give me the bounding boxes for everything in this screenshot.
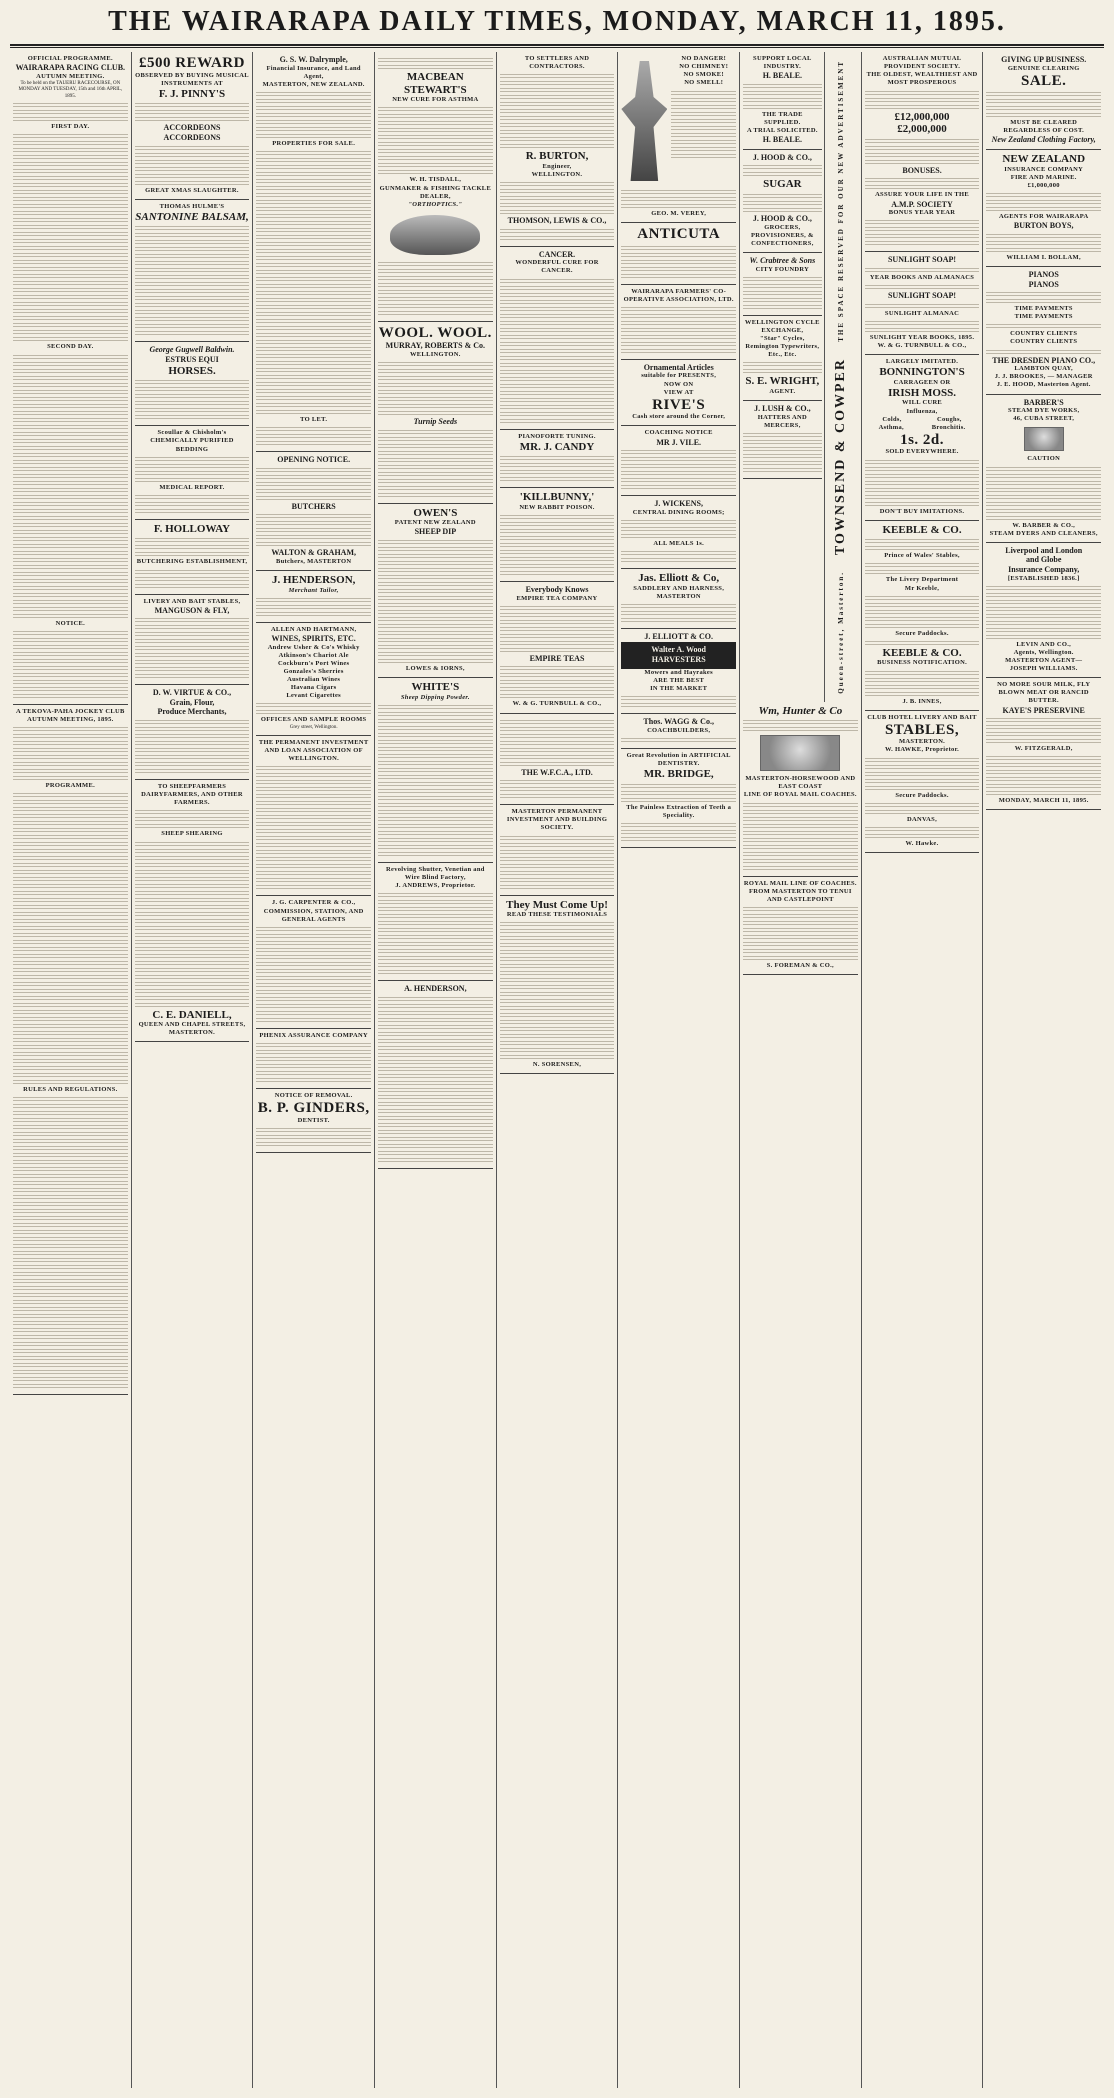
country-clients-2: COUNTRY CLIENTS bbox=[1010, 338, 1078, 346]
slaughter: GREAT XMAS SLAUGHTER. bbox=[145, 186, 239, 194]
columns bbox=[10, 52, 1104, 2088]
wright-agent: AGENT. bbox=[769, 388, 796, 395]
autumn-meeting: AUTUMN MEETING. bbox=[36, 72, 105, 80]
pinny: F. J. PINNY'S bbox=[158, 87, 226, 100]
barbers: BARBER'S bbox=[1023, 397, 1064, 407]
etc: Etc., Etc. bbox=[768, 351, 797, 359]
tisdall: W. H. TISDALL, bbox=[409, 176, 462, 184]
everybody-knows: Everybody Knows bbox=[525, 585, 589, 595]
estrus-equi: ESTRUS EQUI bbox=[165, 355, 219, 365]
pianoforte: PIANOFORTE TUNING. bbox=[518, 432, 596, 440]
walter-wood: Walter A. Wood bbox=[651, 644, 706, 654]
virtue: D. W. VIRTUE & CO., bbox=[152, 688, 232, 698]
programme-heading: OFFICIAL PROGRAMME. bbox=[27, 55, 113, 62]
imprint-date: MONDAY, MARCH 11, 1895. bbox=[998, 797, 1089, 805]
turnbull: W. & G. TURNBULL & CO., bbox=[512, 700, 602, 708]
now-on: NOW ON bbox=[664, 380, 694, 388]
star-cycles: "Star" Cycles, bbox=[760, 334, 805, 342]
j-elliott: J. ELLIOTT & CO. bbox=[644, 631, 713, 641]
stables-place: MASTERTON. bbox=[898, 738, 946, 746]
insurance-co: Insurance Company, bbox=[1008, 564, 1080, 574]
steam-dye: STEAM DYE WORKS, bbox=[1008, 407, 1080, 415]
sheep-shearing: SHEEP SHEARING bbox=[161, 830, 223, 838]
foreman: S. FOREMAN & CO., bbox=[766, 961, 834, 969]
danvas: DANVAS, bbox=[907, 815, 938, 823]
hood: J. HOOD & CO., bbox=[752, 152, 812, 162]
orthoptics: "ORTHOPTICS." bbox=[408, 200, 463, 208]
keeble-2: KEEBLE & CO. bbox=[882, 646, 962, 659]
rives: RIVE'S bbox=[652, 396, 706, 413]
column-7 bbox=[740, 52, 862, 2088]
saddlery: SADDLERY AND HARNESS, bbox=[633, 584, 725, 592]
kayes: KAYE'S PRESERVINE bbox=[1002, 705, 1085, 715]
hood-agent: J. E. HOOD, Masterton Agent. bbox=[996, 381, 1091, 389]
notice: NOTICE. bbox=[55, 619, 86, 627]
dentist: DENTIST. bbox=[297, 1116, 330, 1124]
twelve-million: £12,000,000 bbox=[894, 110, 950, 123]
henderson-sub: Merchant Tailor, bbox=[288, 586, 339, 594]
atkinson: Atkinson's Chariot Ale bbox=[278, 651, 349, 659]
burton: R. BURTON, bbox=[525, 150, 589, 163]
gonzales: Gonzales's Sherries bbox=[283, 667, 344, 675]
lambton: LAMBTON QUAY, bbox=[1014, 365, 1073, 373]
empire-tea: EMPIRE TEA COMPANY bbox=[516, 594, 598, 602]
livery-dept: The Livery Department bbox=[885, 576, 959, 584]
macbean: MACBEAN STEWART'S bbox=[404, 71, 467, 96]
great-revolution: Great Revolution in ARTIFICIAL DENTISTRY. bbox=[626, 751, 731, 767]
horses: HORSES. bbox=[168, 364, 216, 377]
sunlight-year-books: SUNLIGHT YEAR BOOKS, 1895. bbox=[869, 333, 975, 341]
allen-hartmann: ALLEN AND HARTMANN, bbox=[270, 625, 357, 633]
levant: Levant Cigarettes bbox=[286, 692, 341, 700]
cancer: CANCER. bbox=[538, 249, 576, 259]
masthead bbox=[0, 4, 1114, 48]
hatters: HATTERS AND MERCERS, bbox=[757, 413, 807, 429]
amp-society: AUSTRALIAN MUTUAL PROVIDENT SOCIETY. bbox=[882, 55, 962, 71]
turnbull-2: W. & G. TURNBULL & CO., bbox=[877, 341, 967, 349]
genuine-clearing: GENUINE CLEARING bbox=[1007, 64, 1080, 72]
city-foundry: CITY FOUNDRY bbox=[755, 265, 810, 273]
wairarapa-farmers: WAIRARAPA FARMERS' CO-OPERATIVE ASSOCIATION, LTD. bbox=[623, 287, 734, 303]
irish-moss: IRISH MOSS. bbox=[888, 386, 956, 399]
liverpool: Liverpool and London bbox=[1005, 545, 1083, 555]
no-more-sour-milk: NO MORE SOUR MILK, FLY BLOWN MEAT OR RANCID BUTTER. bbox=[997, 681, 1091, 705]
space-reserved: THE SPACE RESERVED FOR OUR NEW ADVERTISEMENT bbox=[836, 60, 845, 342]
chemically-purified: Scoullar & Chisholm's CHEMICALLY PURIFIED BEDDING bbox=[150, 429, 234, 453]
two-million: £2,000,000 bbox=[897, 123, 947, 136]
insurance-company: INSURANCE COMPANY bbox=[1004, 165, 1084, 173]
must-be-cleared: MUST BE CLEARED REGARDLESS OF COST. bbox=[1003, 119, 1085, 135]
pianos-2: PIANOS bbox=[1028, 279, 1059, 289]
rabbit-poison: NEW RABBIT POISON. bbox=[519, 503, 595, 511]
sunlight-soap-2: SUNLIGHT SOAP! bbox=[887, 290, 957, 300]
butchers: BUTCHERS bbox=[291, 501, 336, 511]
view-at: VIEW AT bbox=[663, 388, 694, 396]
notice-removal: NOTICE OF REMOVAL. bbox=[274, 1091, 353, 1099]
fitzgerald: W. FITZGERALD, bbox=[1014, 745, 1073, 753]
sold-everywhere: SOLD EVERYWHERE. bbox=[885, 448, 959, 456]
no-chimney: NO CHIMNEY! bbox=[679, 63, 729, 71]
wright: S. E. WRIGHT, bbox=[745, 375, 820, 388]
no-smell: NO SMELL! bbox=[684, 79, 724, 87]
ornamental: Ornamental Articles bbox=[643, 362, 714, 372]
keeble: KEEBLE & CO. bbox=[882, 523, 962, 536]
lush: J. LUSH & CO., bbox=[754, 404, 811, 414]
wickens: J. WICKENS, bbox=[654, 499, 703, 509]
sheepfarmers: TO SHEEPFARMERS DAIRYFARMERS, AND OTHER FARMERS. bbox=[141, 783, 243, 807]
are-the-best: ARE THE BEST bbox=[653, 676, 705, 684]
hawke-2: W. Hawke. bbox=[905, 839, 939, 847]
oldest: THE OLDEST, WEALTHIEST AND MOST PROSPEROUS bbox=[866, 71, 978, 87]
globe: and Globe bbox=[1026, 555, 1062, 565]
colds: Colds, bbox=[882, 415, 902, 423]
hat-illustration bbox=[390, 215, 480, 255]
price: 1s. 2d. bbox=[900, 431, 944, 448]
country-clients: COUNTRY CLIENTS bbox=[1010, 330, 1078, 338]
dalrymple-place: MASTERTON, NEW ZEALAND. bbox=[262, 80, 365, 88]
royal-mail-2: ROYAL MAIL LINE OF COACHES. bbox=[743, 879, 857, 887]
column-3 bbox=[253, 52, 375, 2088]
commission: COMMISSION, STATION, AND GENERAL AGENTS bbox=[263, 907, 364, 923]
medical-report: MEDICAL REPORT. bbox=[159, 483, 225, 491]
wines-spirits: WINES, SPIRITS, ETC. bbox=[271, 634, 356, 644]
masthead-title: THE WAIRARAPA DAILY TIMES, MONDAY, MARCH 11, 1895. bbox=[108, 6, 1006, 37]
te-aro-meeting: A TEKOVA-PAHA JOCKEY CLUB AUTUMN MEETING, 1895. bbox=[16, 707, 125, 723]
sunlight-almanac: SUNLIGHT ALMANAC bbox=[884, 309, 960, 317]
burton-boys: BURTON BOYS, bbox=[1013, 221, 1074, 231]
amp-2: A.M.P. SOCIETY bbox=[891, 199, 953, 209]
murray-place: WELLINGTON. bbox=[410, 351, 461, 358]
opening-notice: OPENING NOTICE. bbox=[277, 455, 351, 465]
first-day: FIRST DAY. bbox=[51, 123, 90, 131]
hawke: W. HAWKE, Proprietor. bbox=[884, 746, 960, 754]
brookes: J. J. BROOKES, — MANAGER bbox=[994, 373, 1093, 381]
no-danger: NO DANGER! bbox=[681, 55, 727, 62]
read-testimonials: READ THESE TESTIMONIALS bbox=[506, 911, 608, 919]
levin-agents: Agents, Wellington. bbox=[1013, 648, 1074, 656]
bonuses: BONUSES. bbox=[902, 165, 942, 175]
offices-sub: Grey street, Wellington. bbox=[289, 724, 338, 730]
sheep-dipping: Sheep Dipping Powder. bbox=[400, 693, 470, 701]
must-come-up: They Must Come Up! bbox=[506, 898, 608, 911]
sorensen: N. SORENSEN, bbox=[532, 1061, 582, 1069]
elliott-place: MASTERTON bbox=[656, 592, 701, 600]
queen-chapel: QUEEN AND CHAPEL STREETS, MASTERTON. bbox=[138, 1021, 246, 1037]
bonus-year: BONUS YEAR YEAR bbox=[888, 209, 956, 217]
masterton-hw: MASTERTON-HORSEWOOD AND EAST COAST bbox=[745, 775, 856, 791]
reward-heading: £500 REWARD bbox=[139, 55, 245, 71]
bonnington: BONNINGTON'S bbox=[879, 366, 965, 379]
coachbuilders: COACHBUILDERS, bbox=[647, 726, 711, 734]
engineer: Engineer, bbox=[542, 162, 572, 170]
carrageen: CARRAGEEN OR bbox=[893, 378, 951, 386]
masterton-agent: MASTERTON AGENT— bbox=[1005, 656, 1083, 664]
stables: STABLES, bbox=[884, 721, 960, 738]
accordeons: ACCORDEONS ACCORDEONS bbox=[163, 123, 221, 142]
livery-bait: LIVERY AND BAIT STABLES, bbox=[143, 597, 241, 605]
grain-flour: Grain, Flour, bbox=[169, 697, 215, 707]
andrews: J. ANDREWS, Proprietor. bbox=[395, 882, 476, 890]
havana: Havana Cigars bbox=[290, 684, 337, 692]
beale-2: H. BEALE. bbox=[762, 135, 803, 145]
dresden: THE DRESDEN PIANO CO., bbox=[992, 355, 1096, 365]
programme: PROGRAMME. bbox=[45, 781, 96, 789]
cash-store: Cash store around the Corner, bbox=[632, 413, 726, 421]
sugar: SUGAR bbox=[763, 178, 802, 191]
sheep-dip: SHEEP DIP bbox=[414, 527, 457, 537]
bollam: WILLIAM I. BOLLAM, bbox=[1006, 253, 1081, 261]
steam-dyers: STEAM DYERS AND CLEANERS, bbox=[989, 529, 1098, 537]
masterton-permanent: MASTERTON PERMANENT INVESTMENT AND BUILDING SOCIETY. bbox=[506, 808, 608, 832]
henderson: J. HENDERSON, bbox=[271, 574, 356, 587]
burton-place: WELLINGTON. bbox=[531, 171, 583, 179]
townsend-cowper: TOWNSEND & COWPER bbox=[832, 357, 848, 555]
established: [ESTABLISHED 1836.] bbox=[1007, 574, 1080, 582]
business-notification: BUSINESS NOTIFICATION. bbox=[877, 659, 967, 667]
painless: The Painless Extraction of Teeth a Speciality. bbox=[626, 803, 732, 819]
cuba-street: 46, CUBA STREET, bbox=[1013, 415, 1075, 423]
holloway: F. HOLLOWAY bbox=[153, 522, 231, 535]
column-5 bbox=[497, 52, 619, 2088]
all-meals: ALL MEALS 1s. bbox=[653, 539, 705, 547]
owens-sub: PATENT NEW ZEALAND bbox=[394, 519, 476, 527]
year-books: YEAR BOOKS AND ALMANACS bbox=[869, 273, 975, 281]
agents-wairarapa: AGENTS FOR WAIRARAPA bbox=[998, 213, 1089, 221]
revolving-shutter: Revolving Shutter, Venetian and Wire Blind Factory, bbox=[386, 865, 485, 882]
mr-vile: MR J. VILE. bbox=[656, 437, 702, 447]
barber-co: W. BARBER & CO., bbox=[1012, 521, 1076, 529]
walton-sub: Butchers, MASTERTON bbox=[275, 558, 352, 565]
time-payments: TIME PAYMENTS bbox=[1014, 305, 1073, 313]
club-hotel: CLUB HOTEL LIVERY AND BAIT bbox=[867, 713, 977, 721]
candy: MR. J. CANDY bbox=[519, 440, 595, 453]
killbunny: 'KILLBUNNY,' bbox=[519, 491, 595, 504]
to-let: TO LET. bbox=[300, 416, 328, 424]
empire-teas: EMPIRE TEAS bbox=[529, 653, 585, 663]
column-6 bbox=[618, 52, 740, 2088]
queen-street: Queen-street, Masterton. bbox=[836, 570, 845, 694]
crest-illustration bbox=[1024, 427, 1064, 451]
whites: WHITE'S bbox=[411, 681, 460, 694]
mowers: Mowers and Hayrakes bbox=[644, 668, 713, 676]
coughs: Coughs, bbox=[937, 415, 962, 423]
prince-wales: Prince of Wales' Stables, bbox=[884, 552, 960, 560]
harvesters: HARVESTERS bbox=[651, 655, 706, 665]
cockburn: Cockburn's Port Wines bbox=[277, 659, 350, 667]
column-9 bbox=[983, 52, 1104, 2088]
beale: H. BEALE. bbox=[762, 71, 803, 81]
asthma: Asthma, bbox=[878, 423, 904, 431]
joseph-williams: JOSEPH WILLIAMS. bbox=[1009, 665, 1078, 673]
trial-solicited: A TRIAL SOLICITED. bbox=[746, 127, 818, 135]
sale: SALE. bbox=[1020, 72, 1067, 89]
settlers: TO SETTLERS AND CONTRACTORS. bbox=[524, 55, 590, 71]
lamp-illustration bbox=[621, 61, 667, 181]
properties-for-sale: PROPERTIES FOR SALE. bbox=[272, 139, 356, 147]
largely-imitated: LARGELY IMITATED. bbox=[885, 357, 959, 365]
phoenix: PHENIX ASSURANCE COMPANY bbox=[259, 1031, 368, 1039]
assure: ASSURE YOUR LIFE IN THE bbox=[875, 191, 970, 199]
column-2 bbox=[132, 52, 254, 2088]
lowes-iorns: LOWES & IORNS, bbox=[405, 665, 465, 673]
masthead-rule bbox=[10, 44, 1104, 48]
butchering: BUTCHERING ESTABLISHMENT, bbox=[136, 558, 248, 566]
cycle-exchange: WELLINGTON CYCLE EXCHANGE, bbox=[744, 318, 820, 334]
innes: J. B. INNES, bbox=[902, 697, 942, 705]
time-payments-2: TIME PAYMENTS bbox=[1014, 313, 1073, 321]
influenza: Influenza, bbox=[906, 407, 938, 415]
thomson-lewis: THOMSON, LEWIS & CO., bbox=[507, 216, 607, 226]
macbean-sub: NEW CURE FOR ASTHMA bbox=[392, 96, 479, 104]
capital: £1,000,000 bbox=[1027, 181, 1060, 189]
nz-clothing: New Zealand Clothing Factory, bbox=[991, 135, 1096, 145]
central-dining: CENTRAL DINING ROOMS; bbox=[632, 508, 725, 516]
produce-merchants: Produce Merchants, bbox=[157, 707, 227, 717]
murray-roberts: MURRAY, ROBERTS & Co. bbox=[385, 341, 486, 351]
support-local: SUPPORT LOCAL INDUSTRY. bbox=[753, 55, 812, 71]
a-henderson: A. HENDERSON, bbox=[404, 984, 467, 994]
owens: OWEN'S bbox=[413, 506, 458, 519]
crabtree: W. Crabtree & Sons bbox=[749, 256, 816, 266]
nz-insurance: NEW ZEALAND bbox=[1002, 153, 1086, 166]
dalrymple-sub: Financial Insurance, and Land Agent, bbox=[266, 64, 361, 80]
carpenter: J. G. CARPENTER & CO., bbox=[271, 899, 356, 907]
mr-bridge: MR. BRIDGE, bbox=[643, 767, 714, 780]
jas-elliott: Jas. Elliott & Co, bbox=[638, 572, 720, 585]
sunlight-soap: SUNLIGHT SOAP! bbox=[887, 255, 957, 265]
remington: Remington Typewriters, bbox=[745, 343, 820, 351]
dont-buy: DON'T BUY IMITATIONS. bbox=[879, 507, 965, 515]
verey: GEO. M. VEREY, bbox=[651, 210, 707, 217]
godwell: George Gugwell Baldwin. bbox=[149, 345, 235, 355]
anticuta: ANTICUTA bbox=[637, 226, 721, 243]
mr-keeble: Mr Keeble, bbox=[904, 584, 940, 592]
santonine: SANTONINE BALSAM, bbox=[135, 210, 249, 223]
coach-illustration bbox=[760, 735, 840, 771]
turnip-seeds: Turnip Seeds bbox=[413, 417, 458, 427]
coaching-notice: COACHING NOTICE bbox=[644, 429, 713, 437]
royal-mail: LINE OF ROYAL MAIL COACHES. bbox=[743, 791, 857, 799]
racing-club: WAIRARAPA RACING CLUB. bbox=[15, 63, 126, 73]
pahiatua: FROM MASTERTON TO TENUI AND CASTLEPOINT bbox=[748, 887, 852, 903]
wfca: THE W.F.C.A., LTD. bbox=[521, 767, 593, 777]
bronchitis: Bronchitis. bbox=[931, 423, 966, 431]
thomas-hulme: THOMAS HULME'S bbox=[159, 202, 225, 210]
suitable-presents: suitable for PRESENTS, bbox=[641, 372, 717, 380]
wagg: Thos. WAGG & Co., bbox=[643, 716, 714, 726]
permanent: THE PERMANENT INVESTMENT AND LOAN ASSOCIATION OF WELLINGTON. bbox=[258, 739, 369, 763]
walton-graham: WALTON & GRAHAM, bbox=[271, 548, 357, 558]
manguson-fly: MANGUSON & FLY, bbox=[154, 605, 230, 615]
ginders: B. P. GINDERS, bbox=[257, 1100, 370, 1117]
levin: LEVIN AND CO., bbox=[1016, 640, 1072, 648]
fire-marine: FIRE AND MARINE. bbox=[1010, 173, 1077, 181]
column-4 bbox=[375, 52, 497, 2088]
andrew-usher: Andrew Usher & Co's Whisky bbox=[267, 643, 360, 651]
secure-paddocks: Secure Paddocks. bbox=[895, 629, 949, 637]
hunter: Wm, Hunter & Co bbox=[758, 704, 843, 717]
rules: RULES AND REGULATIONS. bbox=[23, 1086, 118, 1094]
second-day: SECOND DAY. bbox=[47, 343, 94, 351]
no-smoke: NO SMOKE! bbox=[683, 71, 724, 79]
reward-sub: OBSERVED BY BUYING MUSICAL INSTRUMENTS AT bbox=[135, 71, 249, 87]
column-1 bbox=[10, 52, 132, 2088]
wool: WOOL. WOOL. bbox=[378, 324, 492, 341]
will-cure: WILL CURE bbox=[901, 399, 943, 407]
grocers: GROCERS, PROVISIONERS, & CONFECTIONERS, bbox=[751, 223, 814, 247]
daniell: C. E. DANIELL, bbox=[152, 1008, 232, 1021]
secure-paddocks-2: Secure Paddocks. bbox=[895, 791, 949, 799]
giving-up: GIVING UP BUSINESS. bbox=[1001, 55, 1087, 64]
wonderful-cure: WONDERFUL CURE FOR CANCER. bbox=[515, 259, 599, 275]
caution: CAUTION bbox=[1027, 455, 1061, 463]
hood-2: J. HOOD & CO., bbox=[752, 214, 812, 224]
dalrymple: G. S. W. Dalrymple, bbox=[279, 55, 348, 64]
trade-supplied: THE TRADE SUPPLIED. bbox=[762, 110, 803, 126]
offices: OFFICES AND SAMPLE ROOMS bbox=[260, 716, 367, 724]
australian-wines: Australian Wines bbox=[287, 676, 341, 684]
column-8 bbox=[862, 52, 984, 2088]
tisdall-sub: GUNMAKER & FISHING TACKLE DEALER, bbox=[379, 184, 492, 200]
venue: To be held on the TAUERU RACECOURSE, ON MONDAY AND TUESDAY, 15th and 16th APRIL, 1895. bbox=[18, 80, 123, 99]
pianos: PIANOS bbox=[1028, 269, 1059, 279]
in-market: IN THE MARKET bbox=[650, 684, 708, 692]
